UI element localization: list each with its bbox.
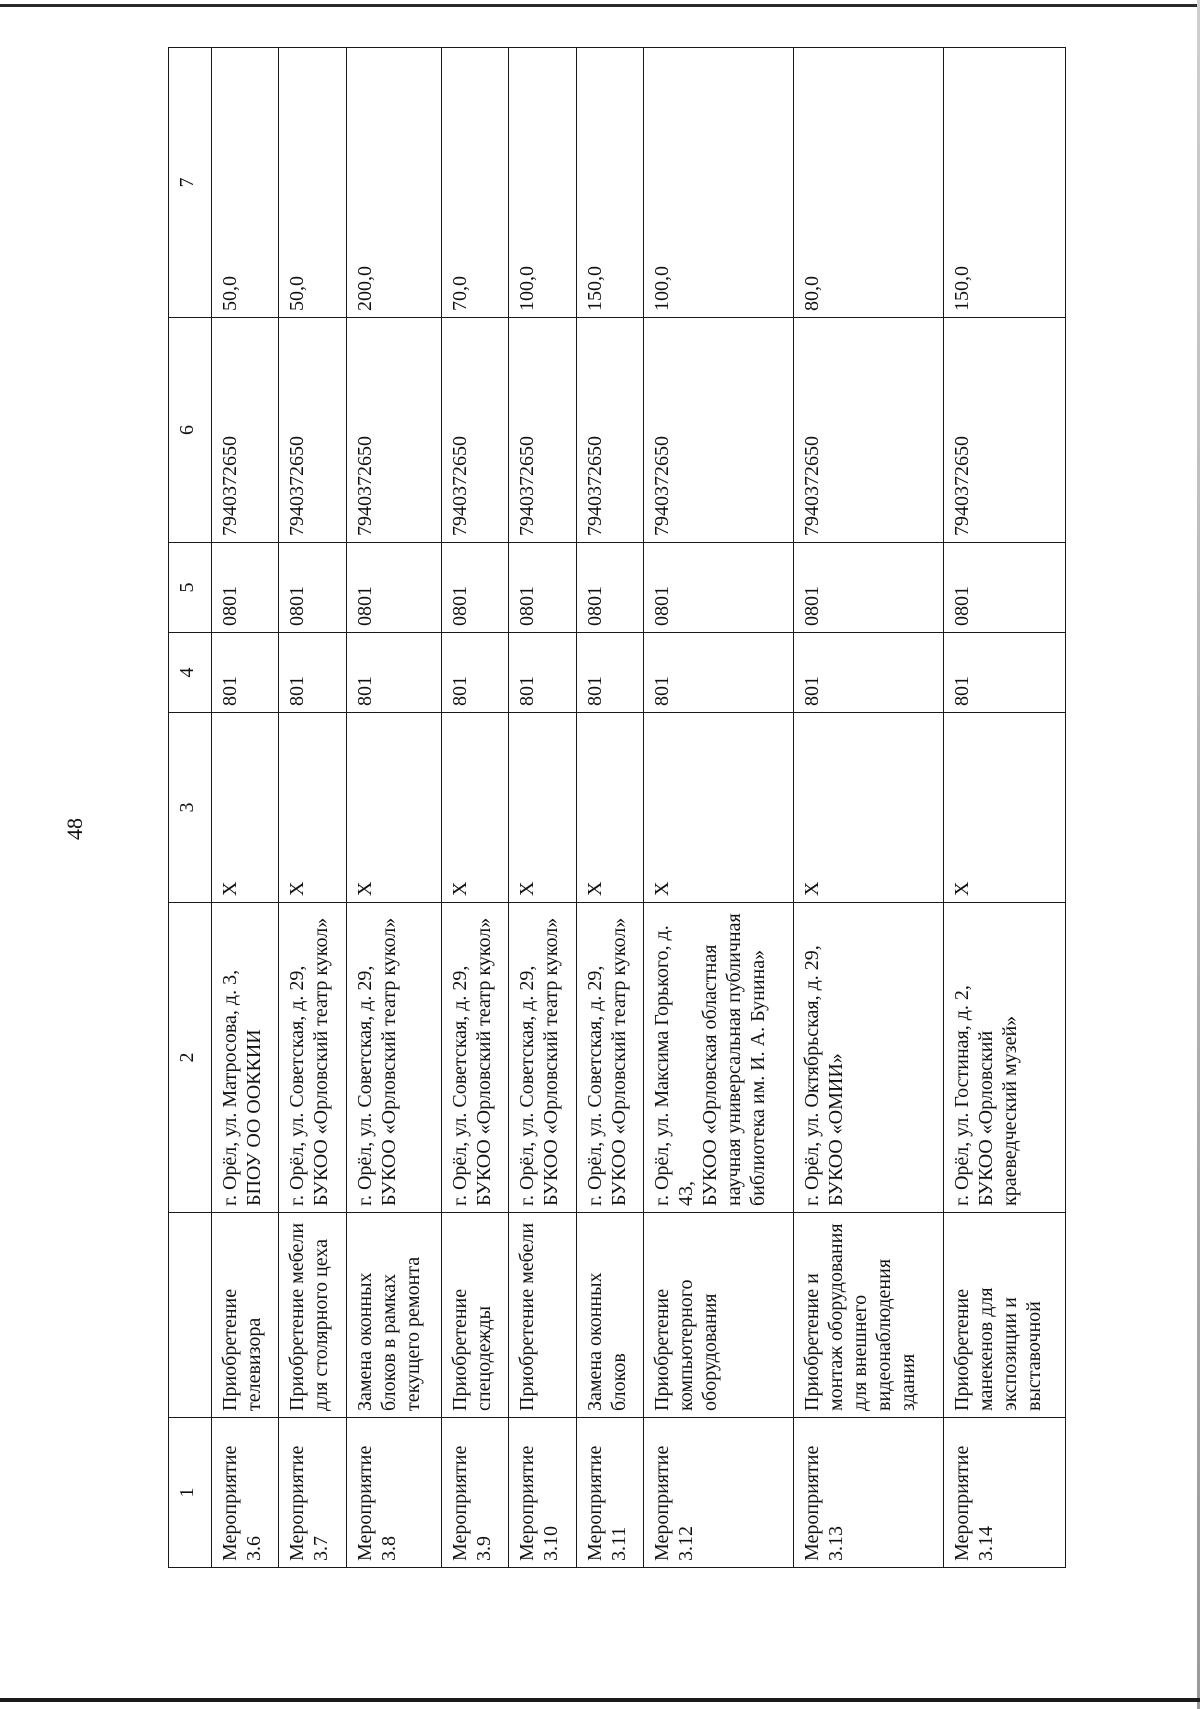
- table-row: [644, 48, 794, 1568]
- column-5-cell: 0801: [644, 543, 794, 633]
- header-cell: [169, 1213, 212, 1418]
- column-6-cell: 7940372650: [644, 318, 794, 543]
- measure-name-cell: Замена оконных блоков в рамках текущего ремонта: [346, 1213, 441, 1418]
- column-4-cell: 801: [793, 633, 943, 713]
- address-cell: г. Орёл, ул. Матросова, д. 3, БПОУ ОО ООККИИ: [212, 903, 279, 1213]
- column-3-cell: Х: [346, 713, 441, 903]
- measure-id-cell: Мероприятие 3.12: [644, 1418, 794, 1568]
- header-cell: 7: [169, 48, 212, 318]
- measure-name-cell: Приобретение мебели для столярного цеха: [279, 1213, 346, 1418]
- address-cell: г. Орёл, ул. Советская, д. 29, БУКОО «Орловский театр кукол»: [279, 903, 346, 1213]
- measure-name-cell: Приобретение и монтаж оборудования для внешнего видеонаблюдения здания: [793, 1213, 943, 1418]
- column-5-cell: 0801: [346, 543, 441, 633]
- table-row: [346, 48, 441, 1568]
- column-5-cell: 0801: [279, 543, 346, 633]
- table-row: [279, 48, 346, 1568]
- header-cell: 2: [169, 903, 212, 1213]
- column-3-cell: Х: [644, 713, 794, 903]
- column-6-cell: 7940372650: [346, 318, 441, 543]
- column-4-cell: 801: [943, 633, 1065, 713]
- page-number: 48: [62, 818, 87, 840]
- column-5-cell: 0801: [212, 543, 279, 633]
- table-body: [212, 48, 1066, 1568]
- measure-name-cell: Замена оконных блоков: [576, 1213, 643, 1418]
- amount-cell: 100,0: [509, 48, 576, 318]
- amount-cell: 100,0: [644, 48, 794, 318]
- header-cell: 4: [169, 633, 212, 713]
- address-cell: г. Орёл, ул. Октябрьская, д. 29, БУКОО «ОМИИ»: [793, 903, 943, 1213]
- measure-id-cell: Мероприятие 3.9: [441, 1418, 508, 1568]
- column-6-cell: 7940372650: [576, 318, 643, 543]
- measure-name-cell: Приобретение мебели: [509, 1213, 576, 1418]
- amount-cell: 200,0: [346, 48, 441, 318]
- table-row: [793, 48, 943, 1568]
- column-4-cell: 801: [441, 633, 508, 713]
- column-5-cell: 0801: [576, 543, 643, 633]
- address-cell: г. Орёл, ул. Максима Горького, д. 43, БУКОО «Орловская областная научная универсальная публичная библиотека им. И. А. Бунина»: [644, 903, 794, 1213]
- column-3-cell: Х: [943, 713, 1065, 903]
- address-cell: г. Орёл, ул. Советская, д. 29, БУКОО «Орловский театр кукол»: [576, 903, 643, 1213]
- measure-id-cell: Мероприятие 3.10: [509, 1418, 576, 1568]
- measure-id-cell: Мероприятие 3.7: [279, 1418, 346, 1568]
- amount-cell: 80,0: [793, 48, 943, 318]
- measure-name-cell: Приобретение спецодежды: [441, 1213, 508, 1418]
- address-cell: г. Орёл, ул. Гостиная, д. 2, БУКОО «Орловский краеведческий музей»: [943, 903, 1065, 1213]
- measures-table: [168, 47, 1066, 1568]
- scan-edge-top: [0, 4, 1200, 7]
- column-3-cell: Х: [212, 713, 279, 903]
- column-6-cell: 7940372650: [212, 318, 279, 543]
- address-cell: г. Орёл, ул. Советская, д. 29, БУКОО «Орловский театр кукол»: [509, 903, 576, 1213]
- measure-id-cell: Мероприятие 3.8: [346, 1418, 441, 1568]
- column-6-cell: 7940372650: [793, 318, 943, 543]
- measure-name-cell: Приобретение манекенов для экспозиции и выставочной: [943, 1213, 1065, 1418]
- amount-cell: 150,0: [943, 48, 1065, 318]
- measure-id-cell: Мероприятие 3.6: [212, 1418, 279, 1568]
- column-6-cell: 7940372650: [509, 318, 576, 543]
- column-6-cell: 7940372650: [943, 318, 1065, 543]
- column-5-cell: 0801: [441, 543, 508, 633]
- amount-cell: 50,0: [212, 48, 279, 318]
- amount-cell: 70,0: [441, 48, 508, 318]
- header-cell: 1: [169, 1418, 212, 1568]
- column-5-cell: 0801: [943, 543, 1065, 633]
- measure-id-cell: Мероприятие 3.13: [793, 1418, 943, 1568]
- measure-id-cell: Мероприятие 3.14: [943, 1418, 1065, 1568]
- measure-name-cell: Приобретение телевизора: [212, 1213, 279, 1418]
- header-cell: 5: [169, 543, 212, 633]
- rotated-table-container: [168, 48, 1066, 1568]
- amount-cell: 50,0: [279, 48, 346, 318]
- column-5-cell: 0801: [793, 543, 943, 633]
- column-4-cell: 801: [346, 633, 441, 713]
- header-cell: 3: [169, 713, 212, 903]
- measure-id-cell: Мероприятие 3.11: [576, 1418, 643, 1568]
- measure-name-cell: Приобретение компьютерного оборудования: [644, 1213, 794, 1418]
- table-header-row: [169, 48, 212, 1568]
- table-row: [943, 48, 1065, 1568]
- column-6-cell: 7940372650: [279, 318, 346, 543]
- header-cell: 6: [169, 318, 212, 543]
- table-row: [441, 48, 508, 1568]
- column-6-cell: 7940372650: [441, 318, 508, 543]
- column-4-cell: 801: [644, 633, 794, 713]
- column-4-cell: 801: [212, 633, 279, 713]
- column-5-cell: 0801: [509, 543, 576, 633]
- amount-cell: 150,0: [576, 48, 643, 318]
- table-row: [509, 48, 576, 1568]
- column-4-cell: 801: [576, 633, 643, 713]
- column-3-cell: Х: [441, 713, 508, 903]
- address-cell: г. Орёл, ул. Советская, д. 29, БУКОО «Орловский театр кукол»: [346, 903, 441, 1213]
- table-row: [212, 48, 279, 1568]
- column-3-cell: Х: [793, 713, 943, 903]
- table-row: [576, 48, 643, 1568]
- column-4-cell: 801: [509, 633, 576, 713]
- column-3-cell: Х: [576, 713, 643, 903]
- scan-edge-bottom: [0, 1698, 1200, 1702]
- column-4-cell: 801: [279, 633, 346, 713]
- column-3-cell: Х: [509, 713, 576, 903]
- column-3-cell: Х: [279, 713, 346, 903]
- address-cell: г. Орёл, ул. Советская, д. 29, БУКОО «Орловский театр кукол»: [441, 903, 508, 1213]
